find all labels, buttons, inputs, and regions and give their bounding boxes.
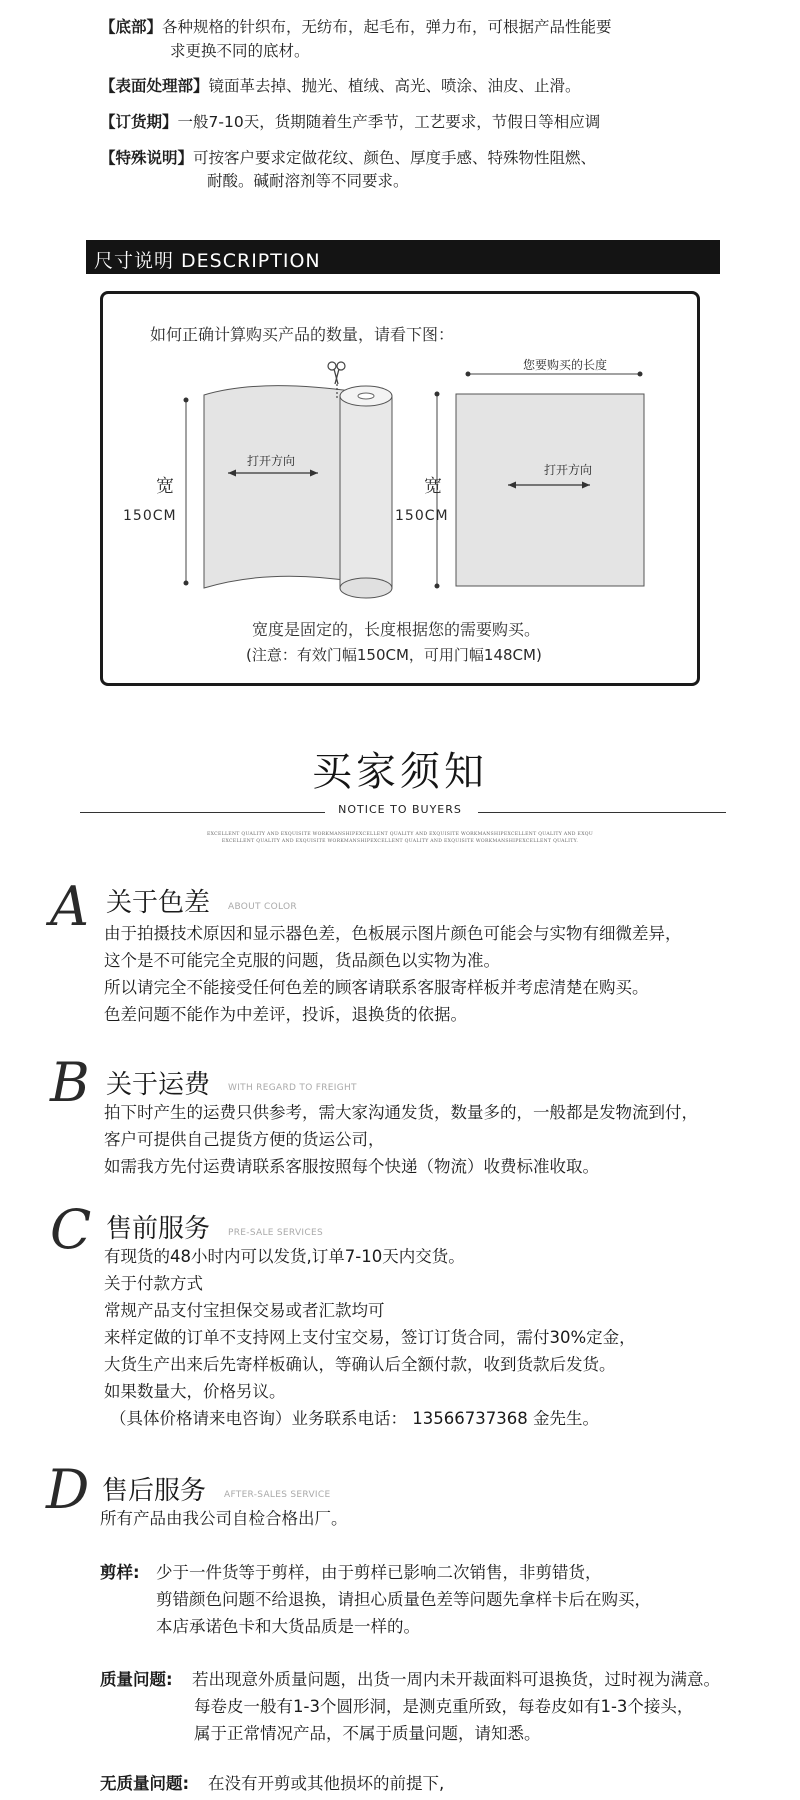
section-b-en: WITH REGARD TO FREIGHT <box>228 1083 357 1093</box>
scissors-icon <box>328 362 345 384</box>
note-effective-width: (注意：有效门幅150CM，可用门幅148CM) <box>246 646 542 664</box>
section-a-body <box>104 920 682 1028</box>
spec-special-label: 【特殊说明】 <box>100 149 194 167</box>
open-direction-label-left: 打开方向 <box>247 454 296 468</box>
quality-issue-rest <box>194 1693 693 1747</box>
dim-dot <box>466 372 471 377</box>
section-c-en: PRE-SALE SERVICES <box>228 1228 323 1238</box>
section-c-line: 大货生产出来后先寄样板确认，等确认后全额付款，收到货款后发货。 <box>104 1355 616 1374</box>
spec-surface-label: 【表面处理部】 <box>100 77 209 95</box>
width-value-left: 150CM <box>123 508 177 524</box>
dim-dot <box>435 392 440 397</box>
section-d-en: AFTER-SALES SERVICE <box>224 1490 331 1500</box>
cut-sample-line: 本店承诺色卡和大货品质是一样的。 <box>156 1617 420 1636</box>
section-c-title: 售前服务 <box>106 1214 211 1244</box>
width-value-right: 150CM <box>395 508 449 524</box>
spec-order-text: 一般7-10天，货期随着生产季节，工艺要求，节假日等相应调 <box>177 113 601 131</box>
no-quality-issue-text: 在没有开剪或其他损坏的前提下, <box>208 1774 445 1793</box>
spec-surface-text: 镜面革去掉、抛光、植绒、高光、喷涂、油皮、止滑。 <box>208 77 581 95</box>
quality-issue-line: 属于正常情况产品，不属于质量问题，请知悉。 <box>194 1724 541 1743</box>
spec-special-text-1: 可按客户要求定做花纹、颜色、厚度手感、特殊物性阻燃、 <box>193 149 597 167</box>
section-c-letter: C <box>50 1198 92 1261</box>
fabric-roll-bottom <box>340 578 392 598</box>
section-b-body <box>104 1099 698 1180</box>
width-label-left: 宽 <box>156 476 174 497</box>
dim-dot <box>184 581 189 586</box>
diagram-question: 如何正确计算购买产品的数量，请看下图： <box>150 325 455 344</box>
spec-bottom <box>100 16 612 38</box>
notice-title: 买家须知 <box>312 749 488 795</box>
dim-dot <box>638 372 643 377</box>
section-b-line: 如需我方先付运费请联系客服按照每个快递（物流）收费标准收取。 <box>104 1157 599 1176</box>
section-c-line: （具体价格请来电咨询）业务联系电话： 13566737368 金先生。 <box>110 1409 599 1428</box>
notice-tagline-1: EXCELLENT QUALITY AND EXQUISITE WORKMANSHIPEXCELLENT QUALITY AND EXQUISITE WORKMANSHIPEXCELLENT QUALITY AND EXQU <box>206 832 594 837</box>
cut-sample-line: 少于一件货等于剪样，由于剪样已影响二次销售，非剪错货， <box>156 1563 602 1582</box>
description-banner <box>86 240 720 274</box>
section-c-body <box>104 1243 636 1432</box>
fabric-roll-core <box>358 393 374 399</box>
quality-issue-first: 若出现意外质量问题，出货一周内未开裁面料可退换货，过时视为满意。 <box>192 1670 720 1689</box>
section-b-line: 客户可提供自己提货方便的货运公司， <box>104 1130 385 1149</box>
section-c-line: 常规产品支付宝担保交易或者汇款均可 <box>104 1301 385 1320</box>
dim-dot <box>435 584 440 589</box>
note-fixed-width: 宽度是固定的，长度根据您的需要购买。 <box>252 620 541 639</box>
fabric-sheet-left <box>204 386 358 588</box>
length-label: 您要购买的长度 <box>523 358 608 372</box>
section-a-en: ABOUT COLOR <box>228 902 297 912</box>
spec-bottom-text-1: 各种规格的针织布，无纺布，起毛布，弹力布，可根据产品性能要 <box>162 18 612 36</box>
cut-sample-label: 剪样: <box>100 1563 140 1582</box>
section-b-letter: B <box>50 1051 90 1114</box>
section-d-title: 售后服务 <box>102 1476 207 1506</box>
section-d-intro: 所有产品由我公司自检合格出厂。 <box>100 1509 348 1528</box>
section-a-line: 所以请完全不能接受任何色差的顾客请联系客服寄样板并考虑清楚在购买。 <box>104 978 649 997</box>
description-banner-title: 尺寸说明 DESCRIPTION <box>94 250 321 272</box>
width-label-right: 宽 <box>424 476 442 497</box>
section-a-line: 由于拍摄技术原因和显示器色差，色板展示图片颜色可能会与实物有细微差异， <box>104 924 682 943</box>
section-d-letter: D <box>46 1458 90 1521</box>
section-c-line: 如果数量大，价格另议。 <box>104 1382 286 1401</box>
cut-sample-line: 剪错颜色问题不给退换，请担心质量色差等问题先拿样卡后在购买， <box>156 1590 651 1609</box>
section-c-line: 关于付款方式 <box>104 1274 203 1293</box>
section-c-line: 有现货的48小时内可以发货,订单7-10天内交货。 <box>104 1247 465 1266</box>
fabric-sheet-right <box>456 394 644 586</box>
section-a-line: 色差问题不能作为中差评，投诉，退换货的依据。 <box>104 1005 467 1024</box>
section-a-title: 关于色差 <box>106 888 211 918</box>
spec-special <box>100 147 596 169</box>
section-a-letter: A <box>50 875 89 938</box>
roll-diagram <box>100 340 700 640</box>
no-quality-issue-label: 无质量问题: <box>100 1774 190 1793</box>
spec-order-label: 【订货期】 <box>100 113 178 131</box>
spec-order <box>100 111 600 133</box>
fabric-roll <box>340 396 392 588</box>
section-b-line: 拍下时产生的运费只供参考，需大家沟通发货，数量多的，一般都是发物流到付， <box>104 1103 698 1122</box>
notice-tagline-2: EXCELLENT QUALITY AND EXQUISITE WORKMANSHIPEXCELLENT QUALITY AND EXQUISITE WORKMANSHIPEXCELLENT QUALITY. <box>221 839 579 844</box>
dim-dot <box>184 398 189 403</box>
section-b-title: 关于运费 <box>106 1070 211 1100</box>
quality-issue-label: 质量问题: <box>100 1670 173 1689</box>
spec-special-text-2: 耐酸。碱耐溶剂等不同要求。 <box>207 172 409 190</box>
section-a-line: 这个是不可能完全克服的问题，货品颜色以实物为准。 <box>104 951 500 970</box>
open-direction-label-right: 打开方向 <box>544 463 593 477</box>
spec-surface <box>100 75 581 97</box>
section-c-line: 来样定做的订单不支持网上支付宝交易，签订订货合同，需付30%定金， <box>104 1328 636 1347</box>
notice-subtitle: NOTICE TO BUYERS <box>338 803 462 816</box>
quality-issue-line: 每卷皮一般有1-3个圆形洞，是测克重所致，每卷皮如有1-3个接头， <box>194 1697 694 1716</box>
cut-sample-body <box>156 1559 651 1640</box>
spec-bottom-label: 【底部】 <box>100 18 163 36</box>
spec-bottom-text-2: 求更换不同的底材。 <box>170 42 310 60</box>
